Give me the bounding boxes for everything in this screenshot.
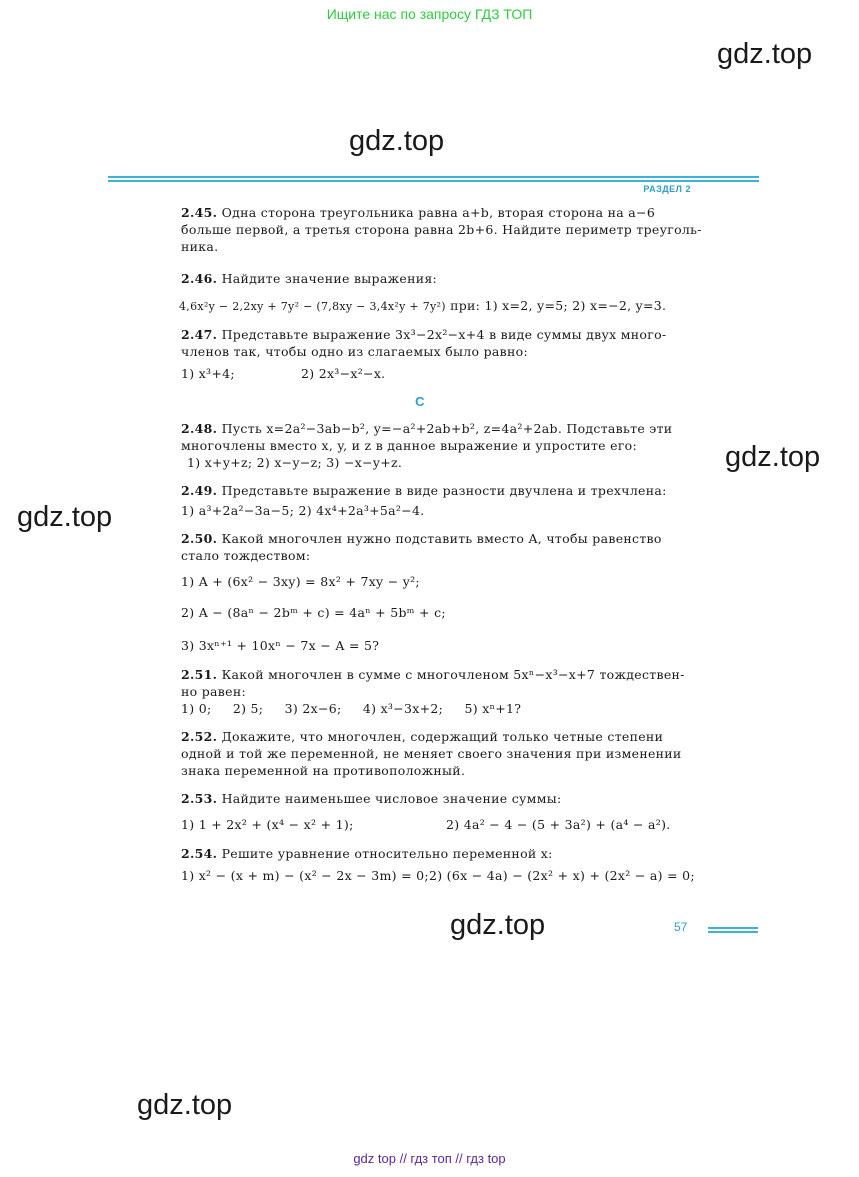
watermark: gdz.top [725,441,821,473]
header-rule [108,180,759,182]
problem-text: 1) x+y+z; 2) x−y−z; 3) −x−y+z. [187,455,403,470]
problem-text: Какой многочлен нужно подставить вместо A, чтобы равенство [221,531,662,546]
equation: 3) 3xⁿ⁺¹ + 10xⁿ − 7x − A = 5? [181,638,380,653]
problem-text: при: 1) x=2, y=5; 2) x=−2, y=3. [445,298,667,313]
problem-number: 2.50. [181,531,218,546]
problem-2-49 [181,482,689,519]
problem-number: 2.53. [181,791,218,806]
expression: 4,6x²y − 2,2xy + 7y² − (7,8xy − 3,4x²y + 7y²) [179,300,446,313]
problem-2-53 [181,790,689,833]
watermark: gdz.top [17,501,113,533]
problem-number: 2.51. [181,667,218,682]
problem-number: 2.45. [181,205,218,220]
header-rule [108,176,759,178]
problem-text: Докажите, что многочлен, содержащий только четные степени [221,729,664,744]
top-banner[interactable]: Ищите нас по запросу ГДЗ ТОП [326,6,533,22]
problem-2-52 [181,728,689,779]
watermark: gdz.top [717,38,813,70]
problem-2-50 [181,530,689,654]
problem-2-54 [181,845,695,884]
footer-rule [708,927,758,929]
problem-text: одной и той же переменной, не меняет своего значения при изменении [181,746,682,761]
problem-text: ника. [181,239,219,254]
problem-2-51 [181,666,689,717]
answer-option: 1) x² − (x + m) − (x² − 2x − 3m) = 0; [181,868,429,883]
problem-text: знака переменной на противоположный. [181,763,466,778]
problem-text: но равен: [181,684,246,699]
problem-text: многочлены вместо x, y, и z в данное выражение и упростите его: [181,438,638,453]
problem-text: Пусть x=2a²−3ab−b², y=−a²+2ab+b², z=4a²+2ab. Подставьте эти [221,421,673,436]
answer-option: 2) 2x³−x²−x. [301,366,386,381]
problem-2-48 [181,420,689,471]
problem-number: 2.52. [181,729,218,744]
problem-number: 2.47. [181,327,218,342]
problem-text: Найдите значение выражения: [221,271,438,286]
problem-text: Одна сторона треугольника равна a+b, вторая сторона на a−6 [221,205,656,220]
problem-number: 2.46. [181,271,218,286]
difficulty-level: С [415,394,425,409]
answer-option: 1) 1 + 2x² + (x⁴ − x² + 1); [181,817,354,832]
section-label: РАЗДЕЛ 2 [643,184,691,194]
problem-text: Представьте выражение в виде разности двучлена и трехчлена: [221,483,667,498]
problem-text: стало тождеством: [181,548,311,563]
equation: 2) A − (8aⁿ − 2bᵐ + c) = 4aⁿ + 5bᵐ + c; [181,605,446,620]
problem-text: Найдите наименьшее числовое значение суммы: [221,791,562,806]
answer-option: 1) a³+2a²−3a−5; 2) 4x⁴+2a³+5a²−4. [181,503,425,518]
footer-links[interactable]: gdz top // гдз топ // гдз top [353,1151,506,1166]
problem-text: Какой многочлен в сумме с многочленом 5xⁿ−x³−x+7 тождествен- [221,667,685,682]
problem-2-45 [181,204,702,255]
problem-text: Решите уравнение относительно переменной x: [221,846,553,861]
problem-number: 2.48. [181,421,218,436]
problem-list [179,204,702,884]
problem-number: 2.49. [181,483,218,498]
problem-text: Представьте выражение 3x³−2x²−x+4 в виде суммы двух много- [221,327,667,342]
equation: 1) A + (6x² − 3xy) = 8x² + 7xy − y²; [181,574,420,589]
page-number: 57 [674,920,688,934]
problem-text: больше первой, а третья сторона равна 2b+6. Найдите периметр треуголь- [181,222,702,237]
watermark: gdz.top [349,125,445,157]
problem-text: членов так, чтобы одно из слагаемых было равно: [181,344,528,359]
answer-option: 1) x³+4; [181,366,235,381]
problem-number: 2.54. [181,846,218,861]
answer-option: 2) 4a² − 4 − (5 + 3a²) + (a⁴ − a²). [446,817,671,832]
problem-2-47 [181,326,689,382]
footer-rule [708,931,758,933]
answer-option: 1) 0; 2) 5; 3) 2x−6; 4) x³−3x+2; 5) xⁿ+1? [181,701,522,716]
problem-2-46 [181,270,689,315]
answer-option: 2) (6x − 4a) − (2x² + x) + (2x² − a) = 0; [428,868,695,883]
watermark: gdz.top [137,1089,233,1121]
watermark: gdz.top [450,909,546,941]
